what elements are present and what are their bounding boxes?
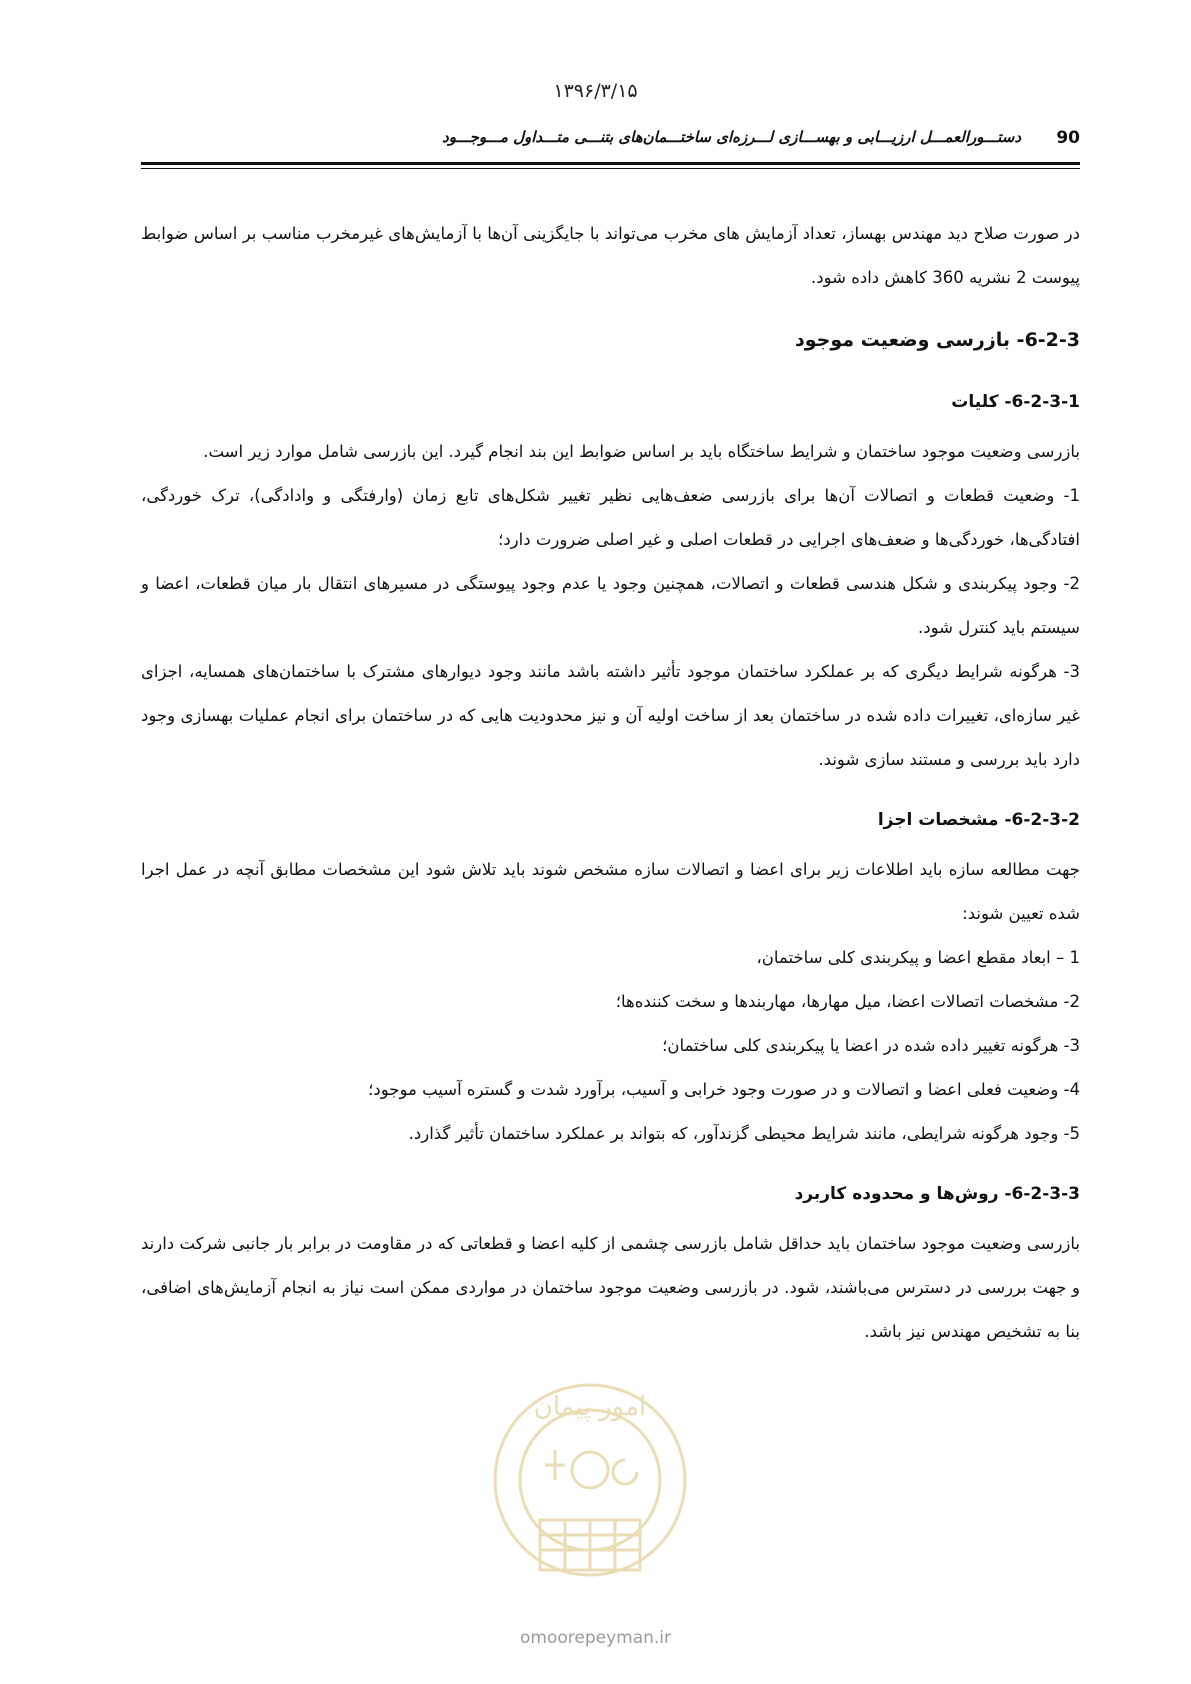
components-item: 3- هرگونه تغییر داده شده در اعضا یا پیکربندی کلی ساختمان؛ (662, 1036, 1080, 1055)
watermark-logo-text: امور پیمان (533, 1392, 647, 1422)
watermark-site: omoorepeyman.ir (519, 1628, 672, 1648)
general-paragraph: بازرسی وضعیت موجود ساختمان و شرایط ساختگاه باید بر اساس ضوابط این بند انجام گیرد. این بازرسی شامل موارد زیر است. (203, 442, 1080, 461)
header-rule-thin (141, 168, 1080, 169)
page-date: ۱۳۹۶/۳/۱۵ (553, 80, 638, 102)
components-item: 4- وضعیت فعلی اعضا و اتصالات و در صورت وجود خرابی و آسیب، برآورد شدت و گستره آسیب موجود؛ (368, 1080, 1080, 1099)
page-number: 90 (1056, 128, 1080, 148)
page-header (141, 128, 1080, 152)
subsection-methods-title: 6-2-3-3- روش‌ها و محدوده کاربرد (794, 1184, 1080, 1204)
components-item: 1 – ابعاد مقطع اعضا و پیکربندی کلی ساختمان، (756, 948, 1080, 967)
components-item: 5- وجود هرگونه شرایطی، مانند شرایط محیطی گزندآور، که بتواند بر عملکرد ساختمان تأثیر گذارد. (408, 1124, 1080, 1143)
methods-paragraph: بازرسی وضعیت موجود ساختمان باید حداقل شامل بازرسی چشمی از کلیه اعضا و قطعاتی که در مقاومت در برابر بار جانبی شرکت دارند و جهت بررسی در دسترس می‌باشند، شود. در بازرسی وضعیت موجود ساختمان در مواردی ممکن است نیاز به انجام آزمایش‌های اضافی، بنا به تشخیص مهندس نیز باشد. (141, 1234, 1080, 1341)
watermark-logo (475, 1370, 705, 1670)
subsection-components-title: 6-2-3-2- مشخصات اجزا (877, 810, 1080, 830)
components-paragraph: جهت مطالعه سازه باید اطلاعات زیر برای اعضا و اتصالات سازه مشخص شوند باید تلاش شود این مشخصات مطابق آنچه در عمل اجرا شده تعیین شوند: (141, 860, 1080, 923)
components-item: 2- مشخصات اتصالات اعضا، میل مهارها، مهاربندها و سخت کننده‌ها؛ (615, 992, 1080, 1011)
header-rule-thick (141, 162, 1080, 165)
section-title: 6-2-3- بازرسی وضعیت موجود (794, 329, 1080, 351)
intro-paragraph: در صورت صلاح دید مهندس بهساز، تعداد آزمایش های مخرب می‌تواند با جایگزینی آن‌ها با آزمایش‌های غیرمخرب مناسب بر اساس ضوابط پیوست 2 نشریه 360 کاهش داده شود. (141, 224, 1080, 287)
general-item: 2- وجود پیکربندی و شکل هندسی قطعات و اتصالات، همچنین وجود یا عدم وجود پیوستگی در مسیرهای انتقال بار میان قطعات، اعضا و سیستم باید کنترل شود. (141, 574, 1080, 637)
general-item: 1- وضعیت قطعات و اتصالات آن‌ها برای بازرسی ضعف‌هایی نظیر تغییر شکل‌های تابع زمان (وارفتگی و وادادگی)، ترک خوردگی، افتادگی‌ها، خوردگی‌ها و ضعف‌های اجرایی در قطعات اصلی و غیر اصلی ضرورت دارد؛ (141, 486, 1080, 549)
running-title: دستـــورالعمـــل ارزیـــابی و بهســـازی لـــرزه‌ای ساختـــمان‌های بتنـــی متـــداول مـــوجـــود (442, 128, 1021, 146)
general-item: 3- هرگونه شرایط دیگری که بر عملکرد ساختمان موجود تأثیر داشته باشد مانند وجود دیوارهای مشترک با ساختمان‌های همسایه، اجزای غیر سازه‌ای، تغییرات داده شده در ساختمان بعد از ساخت اولیه آن و نیز محدودیت هایی که در ساختمان برای انجام عملیات بهسازی وجود دارد باید بررسی و مستند سازی شوند. (141, 662, 1080, 769)
page-content (141, 212, 1080, 1354)
subsection-general-title: 6-2-3-1- کلیات (951, 392, 1080, 412)
